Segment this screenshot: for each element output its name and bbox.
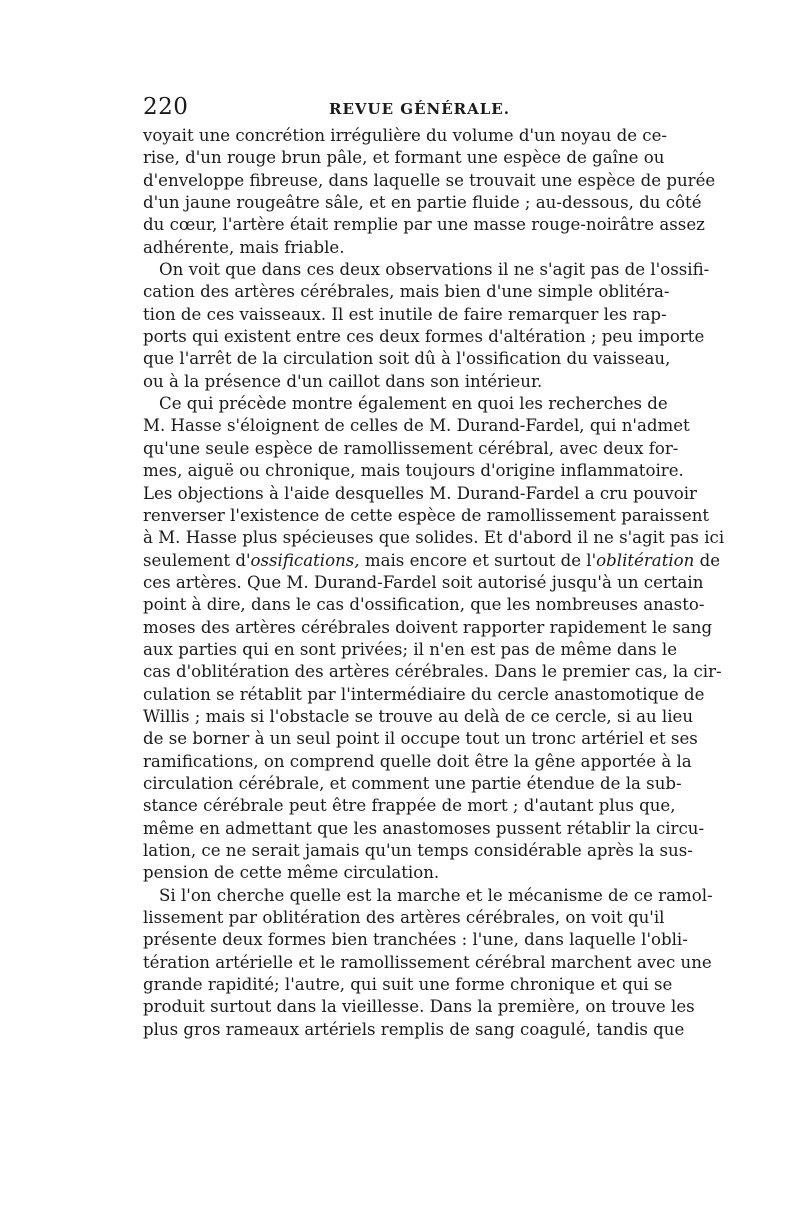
text-line: qu'une seule espèce de ramollissement cérébral, avec deux for- (143, 438, 679, 458)
text-line: à M. Hasse plus spécieuses que solides. Et d'abord il ne s'agit pas ici (143, 528, 725, 548)
italic-term: ossifications, (250, 550, 360, 570)
text-line: pension de cette même circulation. (143, 863, 440, 883)
text-line: du cœur, l'artère était remplie par une masse rouge-noirâtre assez (143, 215, 705, 235)
text-line: tion de ces vaisseaux. Il est inutile de faire remarquer les rap- (143, 304, 667, 324)
text-line: ramifications, on comprend quelle doit être la gêne apportée à la (143, 751, 692, 771)
text-line: grande rapidité; l'autre, qui suit une forme chronique et qui se (143, 975, 673, 995)
italic-term: oblitération (596, 550, 695, 570)
text-line: moses des artères cérébrales doivent rapporter rapidement le sang (143, 617, 713, 637)
text-line: Les objections à l'aide desquelles M. Durand-Fardel a cru pouvoir (143, 483, 697, 503)
text-line: présente deux formes bien tranchées : l'une, dans laquelle l'obli- (143, 930, 688, 950)
text-line: M. Hasse s'éloignent de celles de M. Durand-Fardel, qui n'admet (143, 416, 690, 436)
body-text (143, 125, 725, 1041)
text-line: cation des artères cérébrales, mais bien d'une simple oblitéra- (143, 282, 670, 302)
page-number: 220 (143, 94, 189, 120)
text-segment: seulement d' (143, 550, 251, 570)
text-line: voyait une concrétion irrégulière du volume d'un noyau de ce- (143, 126, 668, 145)
text-line: stance cérébrale peut être frappée de mort ; d'autant plus que, (143, 796, 676, 816)
text-line: On voit que dans ces deux observations il ne s'agit pas de l'ossifi- (159, 260, 710, 280)
text-line: même en admettant que les anastomoses pussent rétablir la circu- (143, 818, 705, 838)
text-line: ces artères. Que M. Durand-Fardel soit autorisé jusqu'à un certain (143, 572, 704, 592)
text-line: produit surtout dans la vieillesse. Dans la première, on trouve les (143, 997, 695, 1017)
text-line: tération artérielle et le ramollissement cérébral marchent avec une (143, 952, 712, 972)
text-line: ports qui existent entre ces deux formes d'altération ; peu importe (143, 327, 705, 347)
text-line: d'enveloppe fibreuse, dans laquelle se trouvait une espèce de purée (143, 170, 716, 190)
text-segment: de (694, 550, 721, 570)
text-line-mixed (143, 550, 721, 572)
text-line: rise, d'un rouge brun pâle, et formant une espèce de gaîne ou (143, 148, 665, 168)
text-line: aux parties qui en sont privées; il n'en est pas de même dans le (143, 639, 678, 659)
text-line: renverser l'existence de cette espèce de ramollissement paraissent (143, 505, 710, 525)
text-line: mes, aiguë ou chronique, mais toujours d'origine inflammatoire. (143, 461, 684, 481)
page-header (143, 94, 663, 124)
text-line: circulation cérébrale, et comment une partie étendue de la sub- (143, 773, 682, 793)
text-line: adhérente, mais friable. (143, 237, 345, 257)
running-title: REVUE GÉNÉRALE. (329, 100, 510, 118)
text-line: lissement par oblitération des artères cérébrales, on voit qu'il (143, 908, 665, 928)
text-line: point à dire, dans le cas d'ossification, que les nombreuses anasto- (143, 595, 705, 615)
text-line: ou à la présence d'un caillot dans son intérieur. (143, 371, 543, 391)
text-line: lation, ce ne serait jamais qu'un temps considérable après la sus- (143, 841, 693, 860)
text-segment: mais encore et surtout de l' (359, 550, 597, 570)
text-line: Willis ; mais si l'obstacle se trouve au delà de ce cercle, si au lieu (143, 706, 694, 726)
text-line: Ce qui précède montre également en quoi les recherches de (159, 394, 668, 414)
text-line: Si l'on cherche quelle est la marche et le mécanisme de ce ramol- (159, 885, 713, 905)
text-line: de se borner à un seul point il occupe tout un tronc artériel et ses (143, 729, 698, 749)
text-line: plus gros rameaux artériels remplis de sang coagulé, tandis que (143, 1019, 685, 1039)
text-line: culation se rétablit par l'intermédiaire du cercle anastomotique de (143, 684, 705, 704)
text-line: que l'arrêt de la circulation soit dû à l'ossification du vaisseau, (143, 349, 671, 369)
text-line: cas d'oblitération des artères cérébrales. Dans le premier cas, la cir- (143, 662, 722, 682)
text-line: d'un jaune rougeâtre sâle, et en partie fluide ; au-dessous, du côté (143, 193, 702, 213)
